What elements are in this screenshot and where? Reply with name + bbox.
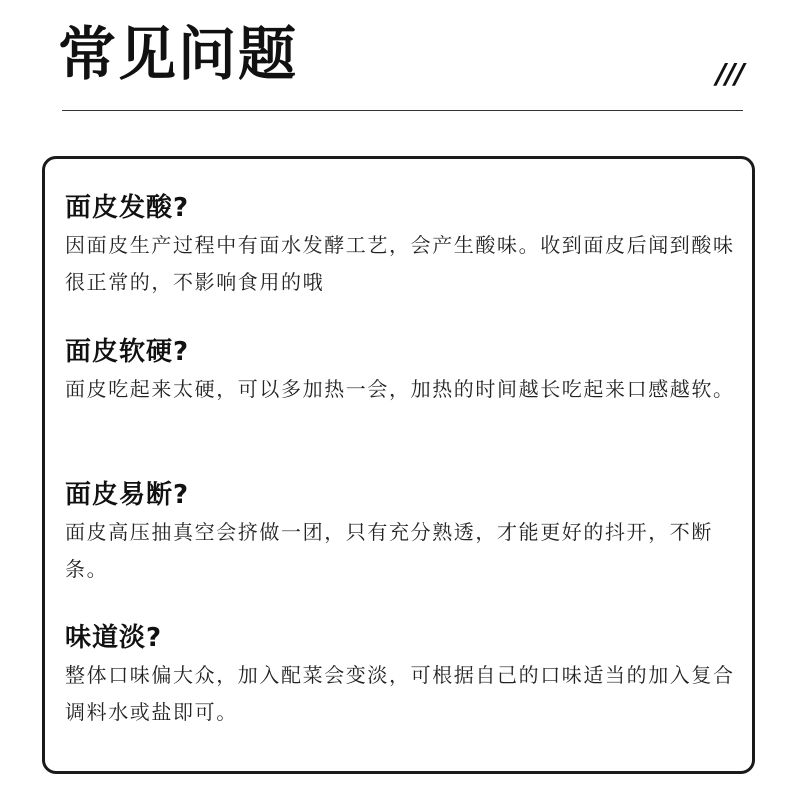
slash-decoration-icon: ///: [716, 57, 744, 90]
faq-item-flavor: [65, 621, 745, 731]
faq-question: 面皮发酸?: [65, 193, 190, 223]
title-divider: [62, 110, 743, 111]
faq-item-breakage: [65, 478, 745, 588]
faq-question: 面皮易断?: [65, 480, 190, 510]
faq-item-texture: [65, 335, 745, 408]
page-title: 常见问题: [58, 20, 299, 88]
faq-card: [42, 156, 755, 774]
faq-answer: 因面皮生产过程中有面水发酵工艺，会产生酸味。收到面皮后闻到酸味很正常的，不影响食用的哦: [65, 233, 735, 294]
faq-question: 面皮软硬?: [65, 337, 190, 367]
faq-answer: 面皮高压抽真空会挤做一团，只有充分熟透，才能更好的抖开，不断条。: [65, 520, 713, 581]
faq-answer: 整体口味偏大众，加入配菜会变淡，可根据自己的口味适当的加入复合调料水或盐即可。: [65, 663, 735, 724]
faq-question: 味道淡?: [65, 623, 163, 653]
faq-item-sour: [65, 191, 745, 301]
faq-answer: 面皮吃起来太硬，可以多加热一会，加热的时间越长吃起来口感越软。: [65, 377, 735, 401]
